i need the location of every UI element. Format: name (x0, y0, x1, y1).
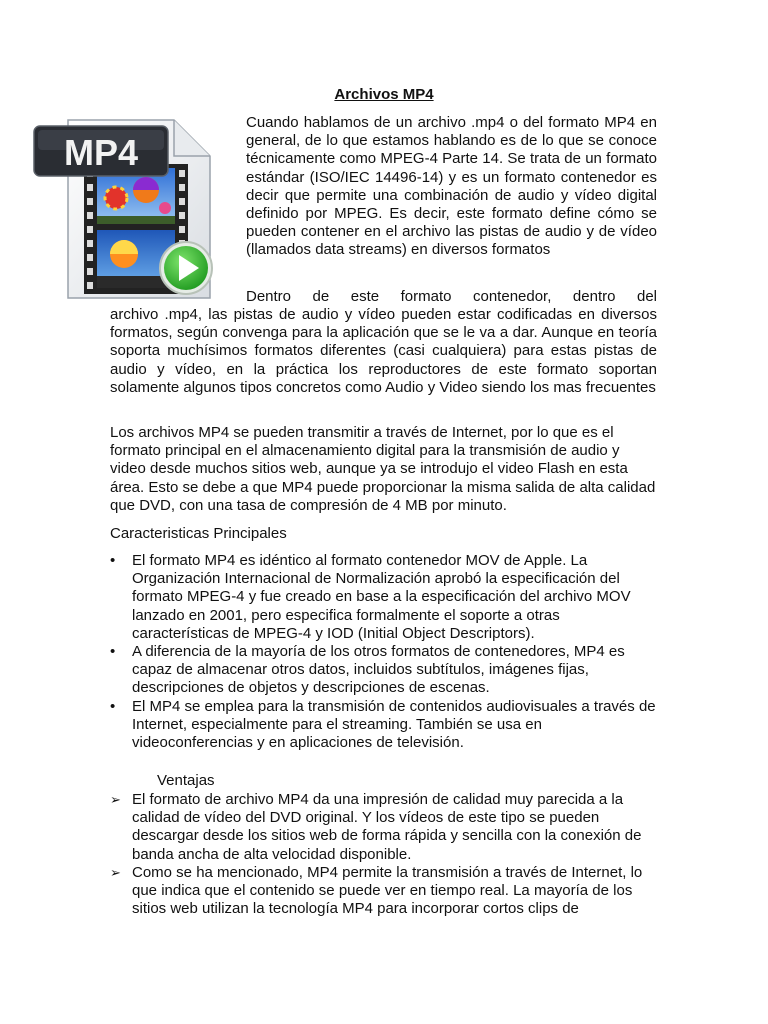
bullet-icon: • (110, 643, 116, 661)
document-title: Archivos MP4 (334, 86, 434, 103)
bullet-icon: • (110, 697, 116, 715)
advantages-list (110, 791, 657, 918)
list-item: ➢ Como se ha mencionado, MP4 permite la transmisión a través de Internet, lo que indica que el contenido se puede ver en tiempo real. La mayoría de los sitios web utilizan la tecnología MP4 para incorporar cortos clips de (110, 863, 643, 918)
intro-paragraph: Cuando hablamos de un archivo .mp4 o del formato MP4 en general, de lo que estamos hablando es de lo que se conoce técnicamente como MPEG-4 Parte 14. Se trata de un formato estándar (ISO/IEC 14496-14) y es un formato contenedor es decir que permite una combinación de audio y vídeo digital definido por MPEG. Es decir, este formato define cómo se pueden contener en el archivo las pistas de audio y de vídeo (llamados data streams) en diversos formatos (246, 114, 657, 259)
arrow-bullet-icon: ➢ (110, 864, 121, 880)
mp4-file-icon (24, 112, 236, 304)
list-item: ➢ El formato de archivo MP4 da una impresión de calidad muy parecida a la calidad de vídeo del DVD original. Y los vídeos de este tipo se pueden descargar desde los sitios web de forma rápida y sencilla con la conexión de banda ancha de alta velocidad disponible. (110, 791, 642, 863)
list-item: • El formato MP4 es idéntico al formato contenedor MOV de Apple. La Organización Internacional de Normalización aprobó la especificación del formato MPEG-4 y fue creado en base a la especificación del archivo MOV lanzado en 2001, pero especifica formalmente el soporte a otras características de MPEG-4 y IOD (Initial Object Descriptors). (110, 552, 631, 642)
paragraph-3: Los archivos MP4 se pueden transmitir a través de Internet, por lo que es el formato principal en el almacenamiento digital para la transmisión de audio y video desde muchos sitios web, aunque ya se introdujo el video Flash en esta área. Esto se debe a que MP4 puede proporcionar la misma salida de alta calidad que DVD, con una tasa de compresión de 4 MB por minuto. (110, 424, 656, 514)
paragraph-2-first-line: Dentro de este formato contenedor, dentro del (246, 288, 657, 305)
advantages-heading: Ventajas (157, 772, 215, 789)
arrow-bullet-icon: ➢ (110, 792, 121, 807)
characteristics-heading: Caracteristicas Principales (110, 525, 287, 542)
characteristics-list (110, 552, 657, 752)
list-item: • El MP4 se emplea para la transmisión de contenidos audiovisuales a través de Internet, especialmente para el streaming. También se usa en videoconferencias y en aplicaciones de televisión. (110, 697, 656, 752)
list-item: • A diferencia de la mayoría de los otros formatos de contenedores, MP4 es capaz de almacenar otros datos, incluidos subtítulos, imágenes fijas, descripciones de objetos y descripciones de escenas. (110, 643, 625, 697)
mp4-label: MP4 (63, 132, 139, 173)
paragraph-2: archivo .mp4, las pistas de audio y vídeo pueden estar codificadas en diversos formatos, según convenga para la aplicación que se le va a dar. Aunque en teoría soporta muchísimos formatos diferentes (casi cualquiera) para estas pistas de audio y vídeo, en la práctica los reproductores de este formato soportan solamente algunos tipos concretos como Audio y Video siendo los mas frecuentes (110, 306, 657, 396)
mp4-file-icon-graphic (24, 112, 236, 304)
bullet-icon: • (110, 552, 116, 569)
